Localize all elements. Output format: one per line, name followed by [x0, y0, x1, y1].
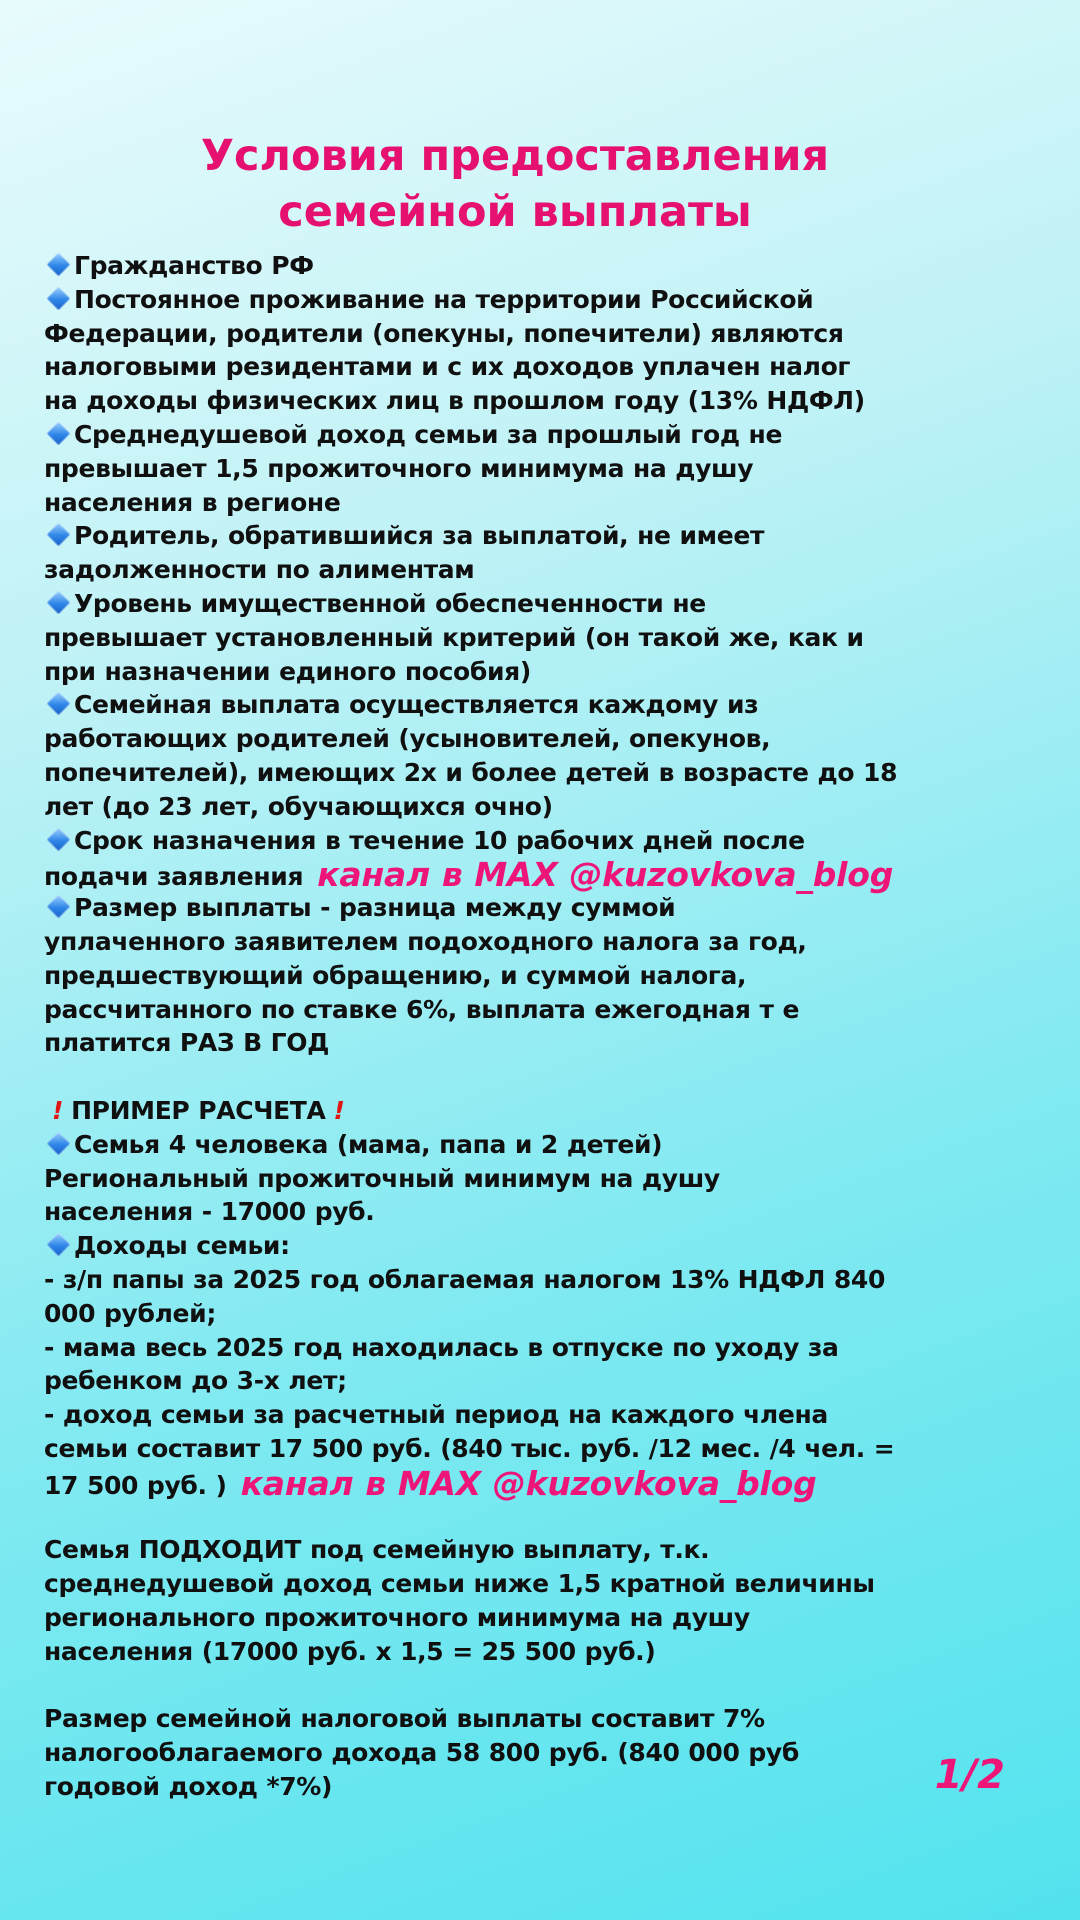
- text-line: - мама весь 2025 год находилась в отпуске по уходу за: [44, 1332, 839, 1362]
- blue-diamond-icon: [46, 252, 70, 276]
- text-line: превышает установленный критерий (он такой же, как и: [44, 622, 864, 652]
- text-line: налоговыми резидентами и с их доходов уплачен налог: [44, 352, 851, 382]
- blue-diamond-icon: [46, 1233, 70, 1257]
- text-line: среднедушевой доход семьи ниже 1,5 кратной величины: [44, 1569, 875, 1599]
- red-exclamation-icon: !: [333, 1095, 345, 1125]
- text-line: работающих родителей (усыновителей, опекунов,: [44, 724, 771, 754]
- example-heading: ! ПРИМЕР РАСЧЕТА !: [44, 1094, 1034, 1128]
- page-title: [0, 128, 1030, 240]
- list-item: Семейная выплата осуществляется каждому из: [44, 688, 1034, 722]
- text-line: уплаченного заявителем подоходного налога за год,: [44, 926, 807, 956]
- blue-diamond-icon: [46, 827, 70, 851]
- text-line: - доход семьи за расчетный период на каждого члена: [44, 1400, 828, 1430]
- list-item: Размер выплаты - разница между суммой: [44, 891, 1034, 925]
- list-item: Гражданство РФ: [44, 249, 1034, 283]
- text-line: годовой доход *7%): [44, 1771, 333, 1801]
- text-line: платится РАЗ В ГОД: [44, 1028, 330, 1058]
- text-line: на доходы физических лиц в прошлом году (13% НДФЛ): [44, 386, 865, 416]
- text-line: Размер семейной налоговой выплаты составит 7%: [44, 1704, 765, 1734]
- title-line: Условия предоставления: [200, 131, 830, 181]
- text-line: населения - 17000 руб.: [44, 1197, 375, 1227]
- text-line: населения (17000 руб. х 1,5 = 25 500 руб.): [44, 1636, 656, 1666]
- text-line: рассчитанного по ставке 6%, выплата ежегодная т е: [44, 994, 800, 1024]
- list-item: Срок назначения в течение 10 рабочих дней после: [44, 824, 1034, 858]
- text-line: семьи составит 17 500 руб. (840 тыс. руб. /12 мес. /4 чел. =: [44, 1433, 895, 1463]
- blue-diamond-icon: [46, 590, 70, 614]
- text-line: 000 рублей;: [44, 1298, 216, 1328]
- blue-diamond-icon: [46, 692, 70, 716]
- text-line: предшествующий обращению, и суммой налога,: [44, 960, 747, 990]
- blue-diamond-icon: [46, 286, 70, 310]
- list-item: Среднедушевой доход семьи за прошлый год не: [44, 418, 1034, 452]
- spacer: [44, 1499, 1034, 1533]
- text-line: населения в регионе: [44, 487, 341, 517]
- blue-diamond-icon: [46, 523, 70, 547]
- list-item: Семья 4 человека (мама, папа и 2 детей): [44, 1128, 1034, 1162]
- channel-watermark: канал в MAX @kuzovkova_blog: [240, 1463, 817, 1503]
- page-indicator: 1/2: [934, 1752, 1005, 1798]
- text-line: при назначении единого пособия): [44, 656, 531, 686]
- text-line: ребенком до 3-х лет;: [44, 1366, 347, 1396]
- channel-watermark: канал в MAX @kuzovkova_blog: [317, 855, 894, 895]
- text-line: Семья ПОДХОДИТ под семейную выплату, т.к.: [44, 1535, 710, 1565]
- text-line: налогооблагаемого дохода 58 800 руб. (840 000 руб: [44, 1738, 799, 1768]
- conditions-text: [44, 249, 1034, 1804]
- list-item: Доходы семьи:: [44, 1229, 1034, 1263]
- list-item: Постоянное проживание на территории Российской: [44, 283, 1034, 317]
- spacer: [44, 1060, 1034, 1094]
- text-line: - з/п папы за 2025 год облагаемая налогом 13% НДФЛ 840: [44, 1264, 885, 1294]
- text-line: подачи заявления канал в MAX @kuzovkova_blog: [44, 855, 894, 895]
- spacer: [44, 1668, 1034, 1702]
- text-line: регионального прожиточного минимума на душу: [44, 1602, 750, 1632]
- list-item: Уровень имущественной обеспеченности не: [44, 587, 1034, 621]
- text-line: превышает 1,5 прожиточного минимума на душу: [44, 453, 754, 483]
- text-line: Федерации, родители (опекуны, попечители) являются: [44, 318, 844, 348]
- text-line: 17 500 руб. ) канал в MAX @kuzovkova_blog: [44, 1463, 817, 1503]
- text-line: задолженности по алиментам: [44, 555, 475, 585]
- blue-diamond-icon: [46, 421, 70, 445]
- blue-diamond-icon: [46, 1131, 70, 1155]
- blue-diamond-icon: [46, 895, 70, 919]
- text-line: попечителей), имеющих 2х и более детей в возрасте до 18: [44, 757, 898, 787]
- title-line: семейной выплаты: [278, 187, 752, 237]
- red-exclamation-icon: !: [52, 1095, 64, 1125]
- text-line: лет (до 23 лет, обучающихся очно): [44, 791, 553, 821]
- list-item: Родитель, обратившийся за выплатой, не имеет: [44, 519, 1034, 553]
- text-line: Региональный прожиточный минимум на душу: [44, 1163, 720, 1193]
